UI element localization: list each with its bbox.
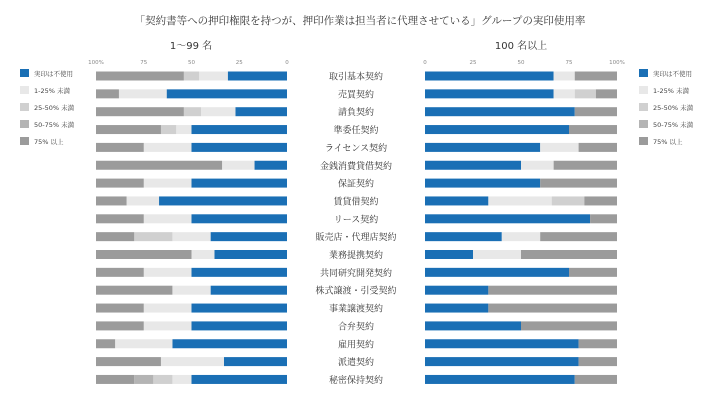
bar-segment-left <box>192 179 288 188</box>
bar-segment-right <box>425 268 569 277</box>
bar-segment-left <box>159 196 287 205</box>
bar-segment-right <box>425 321 521 330</box>
bar-segment-left <box>224 357 287 366</box>
right-tick-label: 75 <box>565 60 573 66</box>
legend-swatch <box>639 120 648 128</box>
bar-segment-left <box>192 214 288 223</box>
bar-segment-right <box>554 161 617 170</box>
bar-segment-left <box>192 321 288 330</box>
bar-segment-left <box>176 125 191 134</box>
category-label: ライセンス契約 <box>324 143 388 154</box>
bar-segment-left <box>119 89 167 98</box>
bar-segment-right <box>425 107 575 116</box>
right-legend <box>639 69 694 146</box>
legend-swatch <box>639 69 648 77</box>
bar-segment-right <box>425 196 488 205</box>
bar-segment-left <box>96 321 144 330</box>
bar-segment-left <box>96 89 119 98</box>
right-tick-label: 50 <box>517 60 525 66</box>
right-tick-label: 100% <box>609 60 625 66</box>
left-tick-label: 50 <box>188 60 195 66</box>
bar-segment-left <box>96 161 222 170</box>
bar-segment-left <box>96 196 127 205</box>
left-tick-label: 75 <box>140 60 148 66</box>
bar-segment-left <box>144 214 192 223</box>
bar-segment-right <box>425 72 554 81</box>
bar-segment-left <box>96 72 184 81</box>
bar-segment-left <box>153 375 172 384</box>
bar-segment-right <box>575 72 617 81</box>
left-panel-title: 1〜99 名 <box>169 41 213 52</box>
category-label: 株式譲渡・引受契約 <box>315 286 397 297</box>
bar-segment-left <box>201 107 235 116</box>
legend-label: 75% 以上 <box>34 138 64 146</box>
category-label: 共同研究開発契約 <box>319 268 393 279</box>
bar-segment-right <box>569 125 617 134</box>
bar-segment-left <box>199 72 228 81</box>
left-bars <box>96 72 287 384</box>
right-bars <box>425 72 617 384</box>
legend-swatch <box>20 120 29 128</box>
bar-segment-left <box>228 72 287 81</box>
bar-segment-left <box>144 304 192 313</box>
bar-segment-left <box>235 107 287 116</box>
bar-segment-right <box>554 72 575 81</box>
bar-segment-left <box>184 72 199 81</box>
bar-segment-left <box>161 125 176 134</box>
category-label: 派遣契約 <box>337 358 375 369</box>
bar-segment-right <box>425 357 579 366</box>
bar-segment-right <box>554 89 575 98</box>
category-label: 事業譲渡契約 <box>328 304 384 315</box>
bar-segment-left <box>184 107 201 116</box>
bar-segment-left <box>161 357 224 366</box>
bar-segment-right <box>540 143 578 152</box>
bar-segment-right <box>425 339 579 348</box>
bar-segment-right <box>521 250 617 259</box>
bar-segment-left <box>192 250 215 259</box>
bar-segment-left <box>144 268 192 277</box>
right-tick-label: 25 <box>469 60 477 66</box>
category-label: 請負契約 <box>337 108 375 119</box>
legend-label: 50-75% 未満 <box>653 121 694 129</box>
category-label: 金銭消費貸借契約 <box>319 161 393 172</box>
bar-segment-left <box>192 125 288 134</box>
bar-segment-right <box>590 214 617 223</box>
bar-segment-left <box>96 107 184 116</box>
bar-segment-left <box>96 286 172 295</box>
bar-segment-right <box>425 304 488 313</box>
legend-swatch <box>639 86 648 94</box>
bar-segment-left <box>96 304 144 313</box>
bar-segment-left <box>211 286 287 295</box>
bar-segment-right <box>540 179 617 188</box>
left-tick-label: 0 <box>285 60 289 66</box>
bar-segment-right <box>488 196 551 205</box>
bar-segment-right <box>425 125 569 134</box>
bar-segment-left <box>144 179 192 188</box>
bar-segment-right <box>552 196 585 205</box>
legend-swatch <box>639 137 648 145</box>
bar-segment-left <box>222 161 254 170</box>
legend-label: 1-25% 未満 <box>653 87 689 95</box>
bar-segment-left <box>96 268 144 277</box>
bar-segment-left <box>172 232 210 241</box>
bar-segment-right <box>579 357 617 366</box>
category-labels <box>315 71 396 386</box>
legend-label: 25-50% 未満 <box>34 104 75 112</box>
bar-segment-left <box>144 143 192 152</box>
bar-segment-right <box>425 161 521 170</box>
category-label: 秘密保持契約 <box>328 375 384 386</box>
bar-segment-left <box>115 339 172 348</box>
bar-segment-right <box>521 161 554 170</box>
bar-segment-left <box>127 196 159 205</box>
left-legend <box>20 69 75 146</box>
right-panel-title: 100 名以上 <box>494 41 548 52</box>
right-tick-label: 0 <box>423 60 427 66</box>
category-label: 業務提携契約 <box>328 251 384 261</box>
bar-segment-left <box>96 214 144 223</box>
legend-swatch <box>639 103 648 111</box>
bar-segment-left <box>172 375 191 384</box>
category-label: リース契約 <box>333 215 379 226</box>
bar-segment-left <box>134 232 172 241</box>
bar-segment-left <box>172 286 210 295</box>
legend-swatch <box>20 137 29 145</box>
left-tick-label: 25 <box>235 60 243 66</box>
bar-segment-left <box>96 339 115 348</box>
chart-title: 「契約書等への押印権限を持つが、押印作業は担当者に代理させている」グループの実印使用率 <box>134 15 586 27</box>
bar-segment-left <box>144 321 192 330</box>
legend-label: 75% 以上 <box>653 138 683 146</box>
legend-label: 1-25% 未満 <box>34 87 70 95</box>
bar-segment-right <box>425 179 540 188</box>
bar-segment-left <box>96 232 134 241</box>
bar-segment-right <box>521 321 617 330</box>
legend-swatch <box>20 103 29 111</box>
bar-segment-right <box>488 304 617 313</box>
bar-segment-left <box>214 250 287 259</box>
category-label: 雇用契約 <box>337 340 375 351</box>
bar-segment-left <box>255 161 287 170</box>
category-label: 準委任契約 <box>333 126 379 137</box>
legend-swatch <box>20 86 29 94</box>
bar-segment-right <box>579 339 617 348</box>
bar-segment-left <box>172 339 287 348</box>
bar-segment-left <box>192 375 288 384</box>
bar-segment-right <box>569 268 617 277</box>
category-label: 賃貸借契約 <box>333 197 379 208</box>
bar-segment-right <box>488 286 617 295</box>
bar-segment-left <box>167 89 287 98</box>
bar-segment-left <box>134 375 153 384</box>
bar-segment-left <box>192 143 288 152</box>
bar-segment-left <box>211 232 287 241</box>
bar-segment-left <box>192 304 288 313</box>
legend-label: 実印は不使用 <box>653 70 692 78</box>
bar-segment-right <box>425 375 575 384</box>
bar-segment-right <box>425 143 540 152</box>
left-axis-ticks <box>88 60 289 66</box>
legend-swatch <box>20 69 29 77</box>
bar-segment-right <box>540 232 617 241</box>
bar-segment-right <box>425 89 554 98</box>
bar-segment-left <box>96 143 144 152</box>
category-label: 合弁契約 <box>337 322 375 333</box>
bar-segment-right <box>425 250 473 259</box>
bar-segment-right <box>425 214 590 223</box>
bar-segment-left <box>96 179 144 188</box>
bar-segment-right <box>579 143 617 152</box>
legend-label: 25-50% 未満 <box>653 104 694 112</box>
bar-segment-right <box>596 89 617 98</box>
bar-segment-left <box>96 375 134 384</box>
bar-segment-left <box>96 357 161 366</box>
category-label: 取引基本契約 <box>328 72 384 83</box>
left-tick-label: 100% <box>88 60 104 66</box>
legend-label: 実印は不使用 <box>34 70 73 78</box>
bar-segment-right <box>584 196 617 205</box>
bar-segment-right <box>425 286 488 295</box>
bar-segment-right <box>575 375 617 384</box>
right-axis-ticks <box>423 60 625 66</box>
bar-segment-right <box>425 232 502 241</box>
category-label: 保証契約 <box>337 179 375 190</box>
category-label: 販売店・代理店契約 <box>315 233 397 244</box>
bar-segment-left <box>96 125 161 134</box>
category-label: 売買契約 <box>337 90 375 101</box>
bar-segment-left <box>96 250 192 259</box>
legend-label: 50-75% 未満 <box>34 121 75 129</box>
bar-segment-left <box>192 268 288 277</box>
bar-segment-right <box>473 250 521 259</box>
bar-segment-right <box>575 89 596 98</box>
bar-segment-right <box>575 107 617 116</box>
bar-segment-right <box>502 232 540 241</box>
